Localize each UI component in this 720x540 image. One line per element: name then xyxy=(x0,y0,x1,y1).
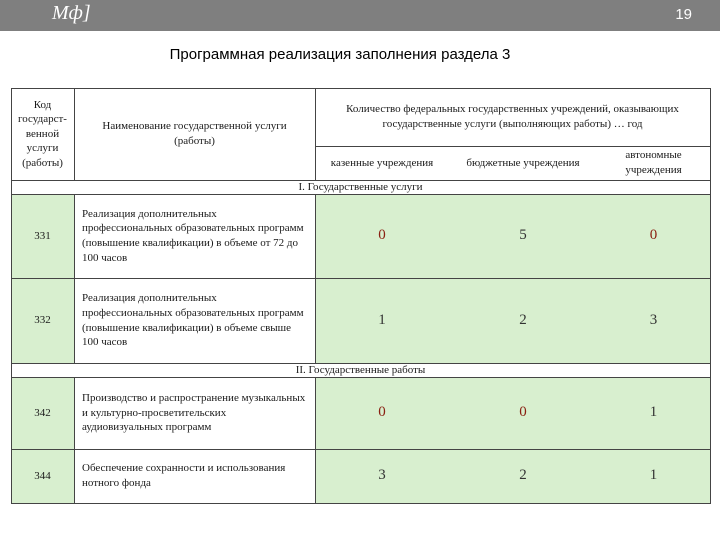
row-code: 344 xyxy=(34,469,51,482)
header-code: Код государст-венной услуги (работы) xyxy=(18,98,67,169)
header-count: Количество федеральных государственных учреждений, оказывающих государственные услуги (выполняющих работы) … год xyxy=(346,103,679,130)
row-kazennye-value: 0 xyxy=(378,227,386,244)
table-border xyxy=(11,278,711,279)
row-avtonomnye-value: 3 xyxy=(649,311,658,328)
table-border xyxy=(11,503,711,504)
table-border xyxy=(11,88,12,504)
table-border xyxy=(315,194,316,363)
row-name: Производство и распространение музыкальных и культурно-просветительских аудиовизуальных программ xyxy=(82,392,306,434)
row-avtonomnye-value: 1 xyxy=(649,404,658,421)
table-border xyxy=(11,180,711,181)
row-budgetnye-value: 2 xyxy=(519,311,527,328)
header-name: Наименование государственной услуги (работы) xyxy=(102,120,287,147)
table-border xyxy=(315,146,711,147)
row-budgetnye-value: 0 xyxy=(519,404,527,421)
header-avtonomnye: автономные учреждения xyxy=(625,149,682,176)
row-budgetnye-value: 5 xyxy=(519,227,527,244)
table-border xyxy=(11,449,711,450)
row-avtonomnye-value: 0 xyxy=(649,227,658,244)
table-border xyxy=(74,88,75,180)
row-code: 331 xyxy=(34,229,51,242)
table-border xyxy=(11,363,711,364)
table-border xyxy=(315,88,316,180)
header-budgetnye: бюджетные учреждения xyxy=(466,156,580,169)
section-services: I. Государственные услуги xyxy=(298,181,423,193)
table-border xyxy=(11,377,711,378)
row-code: 342 xyxy=(34,406,51,419)
table-border xyxy=(11,88,711,89)
row-kazennye-value: 3 xyxy=(378,467,386,484)
page-title: Программная реализация заполнения раздела 3 xyxy=(169,46,511,63)
row-avtonomnye-value: 1 xyxy=(649,467,658,484)
table-border xyxy=(74,377,75,504)
logo: Мф] xyxy=(52,2,91,24)
slide-number: 19 xyxy=(675,6,692,23)
row-kazennye-value: 1 xyxy=(378,311,386,328)
section-works: II. Государственные работы xyxy=(295,364,426,376)
table-border xyxy=(710,88,711,504)
row-code: 332 xyxy=(34,314,51,327)
row-kazennye-value: 0 xyxy=(378,404,386,421)
row-name: Обеспечение сохранности и использования нотного фонда xyxy=(82,462,286,489)
header-kazennye: казенные учреждения xyxy=(330,156,434,169)
row-name: Реализация дополнительных профессиональных образовательных программ (повышение квалификации) в объеме свыше 100 часов xyxy=(82,292,304,349)
top-bar xyxy=(0,0,720,31)
table-border xyxy=(315,377,316,504)
row-name: Реализация дополнительных профессиональных образовательных программ (повышение квалификации) в объеме от 72 до 100 часов xyxy=(82,207,304,264)
table-border xyxy=(74,194,75,363)
table-border xyxy=(11,194,711,195)
row-budgetnye-value: 2 xyxy=(519,467,527,484)
